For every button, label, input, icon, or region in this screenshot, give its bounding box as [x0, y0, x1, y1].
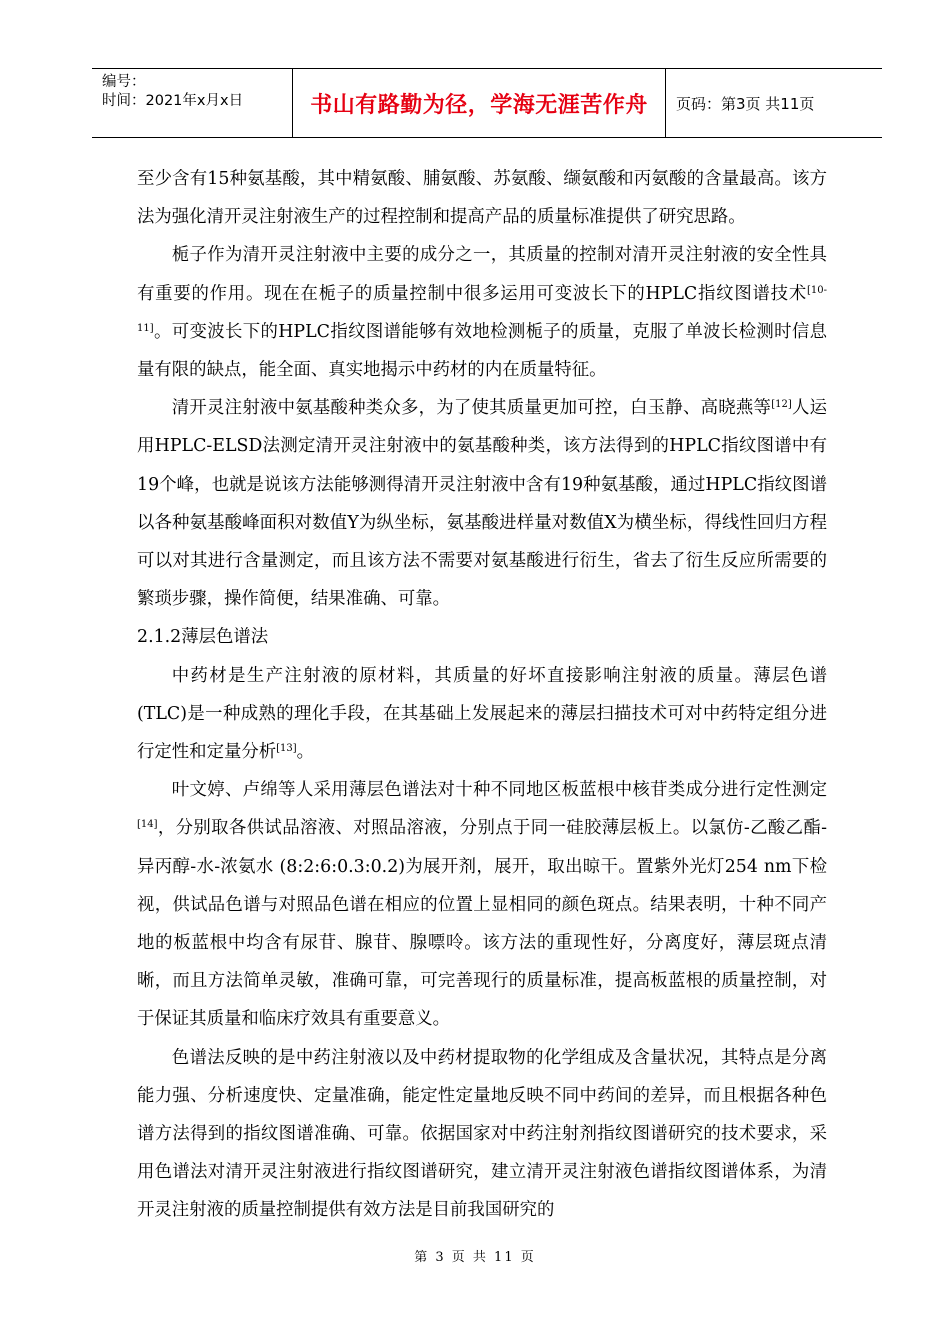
header-page-info: 页码：第3页 共11页	[676, 94, 815, 113]
paragraph-4	[137, 657, 827, 772]
citation-12: [12]	[771, 399, 792, 411]
paragraph-6: 色谱法反映的是中药注射液以及中药材提取物的化学组成及含量状况，其特点是分离能力强、分析速度快、定量准确，能定性定量地反映不同中药间的差异，而且根据各种色谱方法得到的指纹图谱准确、可靠。依据国家对中药注射剂指纹图谱研究的技术要求，采用色谱法对清开灵注射液进行指纹图谱研究，建立清开灵注射液色谱指纹图谱体系，为清开灵注射液的质量控制提供有效方法是目前我国研究的	[137, 1047, 827, 1221]
paragraph-5	[137, 771, 827, 1038]
document-body	[137, 160, 827, 1230]
header-meta	[92, 69, 292, 137]
paragraph-1: 至少含有15种氨基酸，其中精氨酸、脯氨酸、苏氨酸、缬氨酸和丙氨酸的含量最高。该方法为强化清开灵注射液生产的过程控制和提高产品的质量标准提供了研究思路。	[137, 169, 827, 228]
header-motto: 书山有路勤为径，学海无涯苦作舟	[292, 69, 666, 137]
page-header	[92, 68, 882, 138]
paragraph-4-text-b: 。	[296, 742, 315, 763]
paragraph-3	[137, 389, 827, 618]
paragraph-5-text-b: ，分别取各供试品溶液、对照品溶液，分别点于同一硅胶薄层板上。以氯仿-乙酸乙酯-异丙醇-水-浓氨水 (8:2:6:0.3:0.2)为展开剂，展开，取出晾干。置紫外光灯254 nm下检视，供试品色谱与对照品色谱在相应的位置上显相同的颜色斑点。结果表明，十种不同产地的板蓝根中均含有尿苷、腺苷、腺嘌呤。该方法的重现性好，分离度好，薄层斑点清晰，而且方法简单灵敏，准确可靠，可完善现行的质量标准，提高板蓝根的质量控制，对于保证其质量和临床疗效具有重要意义。	[137, 818, 827, 1030]
section-heading-2-1-2: 2.1.2薄层色谱法	[137, 627, 269, 648]
doc-time-label: 时间：2021年x月x日	[102, 93, 244, 109]
paragraph-2	[137, 236, 827, 389]
paragraph-2-text-b: 。可变波长下的HPLC指纹图谱能够有效地检测栀子的质量，克服了单波长检测时信息量有限的缺点，能全面、真实地揭示中药材的内在质量特征。	[137, 321, 827, 381]
doc-number-label: 编号：	[102, 74, 146, 90]
paragraph-3-text-b: 人运用HPLC-ELSD法测定清开灵注射液中的氨基酸种类，该方法得到的HPLC指纹图谱中有19个峰，也就是说该方法能够测得清开灵注射液中含有19种氨基酸，通过HPLC指纹图谱以各种氨基酸峰面积对数值Y为纵坐标，氨基酸进样量对数值X为横坐标，得线性回归方程可以对其进行含量测定，而且该方法不需要对氨基酸进行衍生，省去了衍生反应所需要的繁琐步骤，操作简便，结果准确、可靠。	[137, 398, 827, 610]
citation-10-11: [10-11]	[137, 284, 827, 334]
citation-14: [14]	[137, 819, 158, 831]
citation-13: [13]	[276, 743, 297, 755]
paragraph-3-text-a: 清开灵注射液中氨基酸种类众多，为了使其质量更加可控，白玉静、高晓燕等	[171, 398, 772, 419]
page-footer: 第 3 页 共 11 页	[414, 1250, 536, 1265]
paragraph-2-text-a: 栀子作为清开灵注射液中主要的成分之一，其质量的控制对清开灵注射液的安全性具有重要的作用。现在在栀子的质量控制中很多运用可变波长下的HPLC指纹图谱技术	[137, 245, 827, 304]
paragraph-4-text-a: 中药材是生产注射液的原材料，其质量的好坏直接影响注射液的质量。薄层色谱(TLC)是一种成熟的理化手段，在其基础上发展起来的薄层扫描技术可对中药特定组分进行定性和定量分析	[137, 665, 827, 763]
paragraph-5-text-a: 叶文婷、卢绵等人采用薄层色谱法对十种不同地区板蓝根中核苷类成分进行定性测定	[171, 780, 827, 801]
